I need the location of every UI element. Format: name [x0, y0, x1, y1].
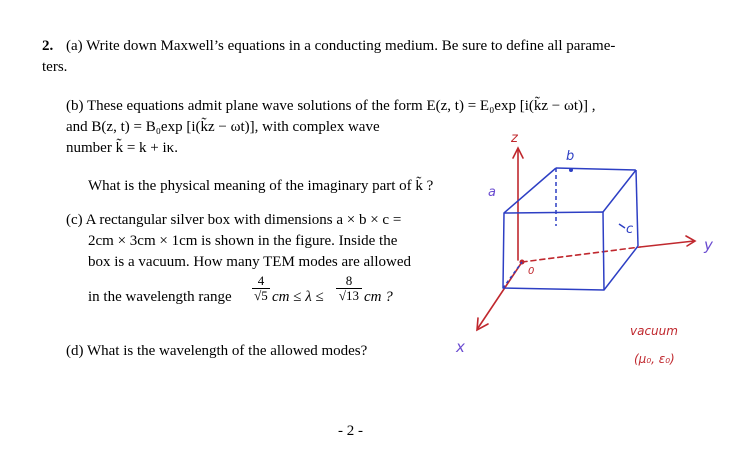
vacuum-constants: (μ₀, ε₀) [634, 352, 675, 366]
part-a-line2: ters. [42, 59, 68, 75]
box-back-right [636, 170, 638, 246]
figure-labels [455, 131, 714, 366]
label-z: z [511, 131, 518, 146]
problem-number: 2. [42, 38, 54, 54]
label-b: b [566, 149, 575, 164]
fraction-lower-denominator: √5 [254, 288, 268, 303]
coordinate-axes [477, 148, 695, 330]
vacuum-label: vacuum [630, 324, 678, 338]
part-c-line3: box is a vacuum. How many TEM modes are allowed [88, 254, 411, 270]
x-arrowhead [477, 318, 488, 330]
box-edge-top-right [603, 170, 636, 212]
box-back-top [556, 168, 636, 170]
fraction-lower-numerator: 4 [257, 273, 265, 288]
label-c: c [626, 222, 634, 237]
fraction-upper-numerator: 8 [345, 273, 353, 288]
part-b-line2: and B(z, t) = B₀exp [i(k̃z − ωt)], with complex wave [66, 119, 380, 135]
page-number: - 2 - [338, 423, 363, 439]
box-edge-top-left [504, 168, 556, 213]
part-c-line2: 2cm × 3cm × 1cm is shown in the figure. Inside the [88, 233, 398, 249]
range-prefix: in the wavelength range [88, 289, 232, 305]
part-b-line3: number k̃ = k + iκ. [66, 140, 178, 156]
box-edge-bottom-right [604, 246, 638, 290]
part-c-line1: (c) A rectangular silver box with dimensions a × b × c = [66, 212, 402, 228]
label-y: y [704, 236, 713, 254]
part-a-line1: (a) Write down Maxwell’s equations in a conducting medium. Be sure to define all parame- [66, 38, 616, 54]
range-middle: cm ≤ λ ≤ [272, 289, 324, 305]
y-axis [640, 241, 694, 247]
silver-box [503, 168, 638, 290]
b-marker-dot [569, 168, 573, 172]
fraction-upper-denominator: √13 [338, 288, 360, 303]
label-x: x [456, 338, 465, 356]
label-a: a [488, 185, 496, 200]
label-origin: 0 [528, 266, 535, 277]
part-b-question: What is the physical meaning of the imaginary part of k̃ ? [88, 178, 434, 194]
part-d-text: (d) What is the wavelength of the allowed modes? [66, 343, 368, 359]
y-axis-hidden [522, 247, 640, 262]
part-b-line1: (b) These equations admit plane wave solutions of the form E(z, t) = E₀exp [i(k̃z − ωt)] , [66, 98, 596, 114]
c-dimension-tick [619, 224, 625, 228]
range-suffix: cm ? [364, 289, 393, 305]
